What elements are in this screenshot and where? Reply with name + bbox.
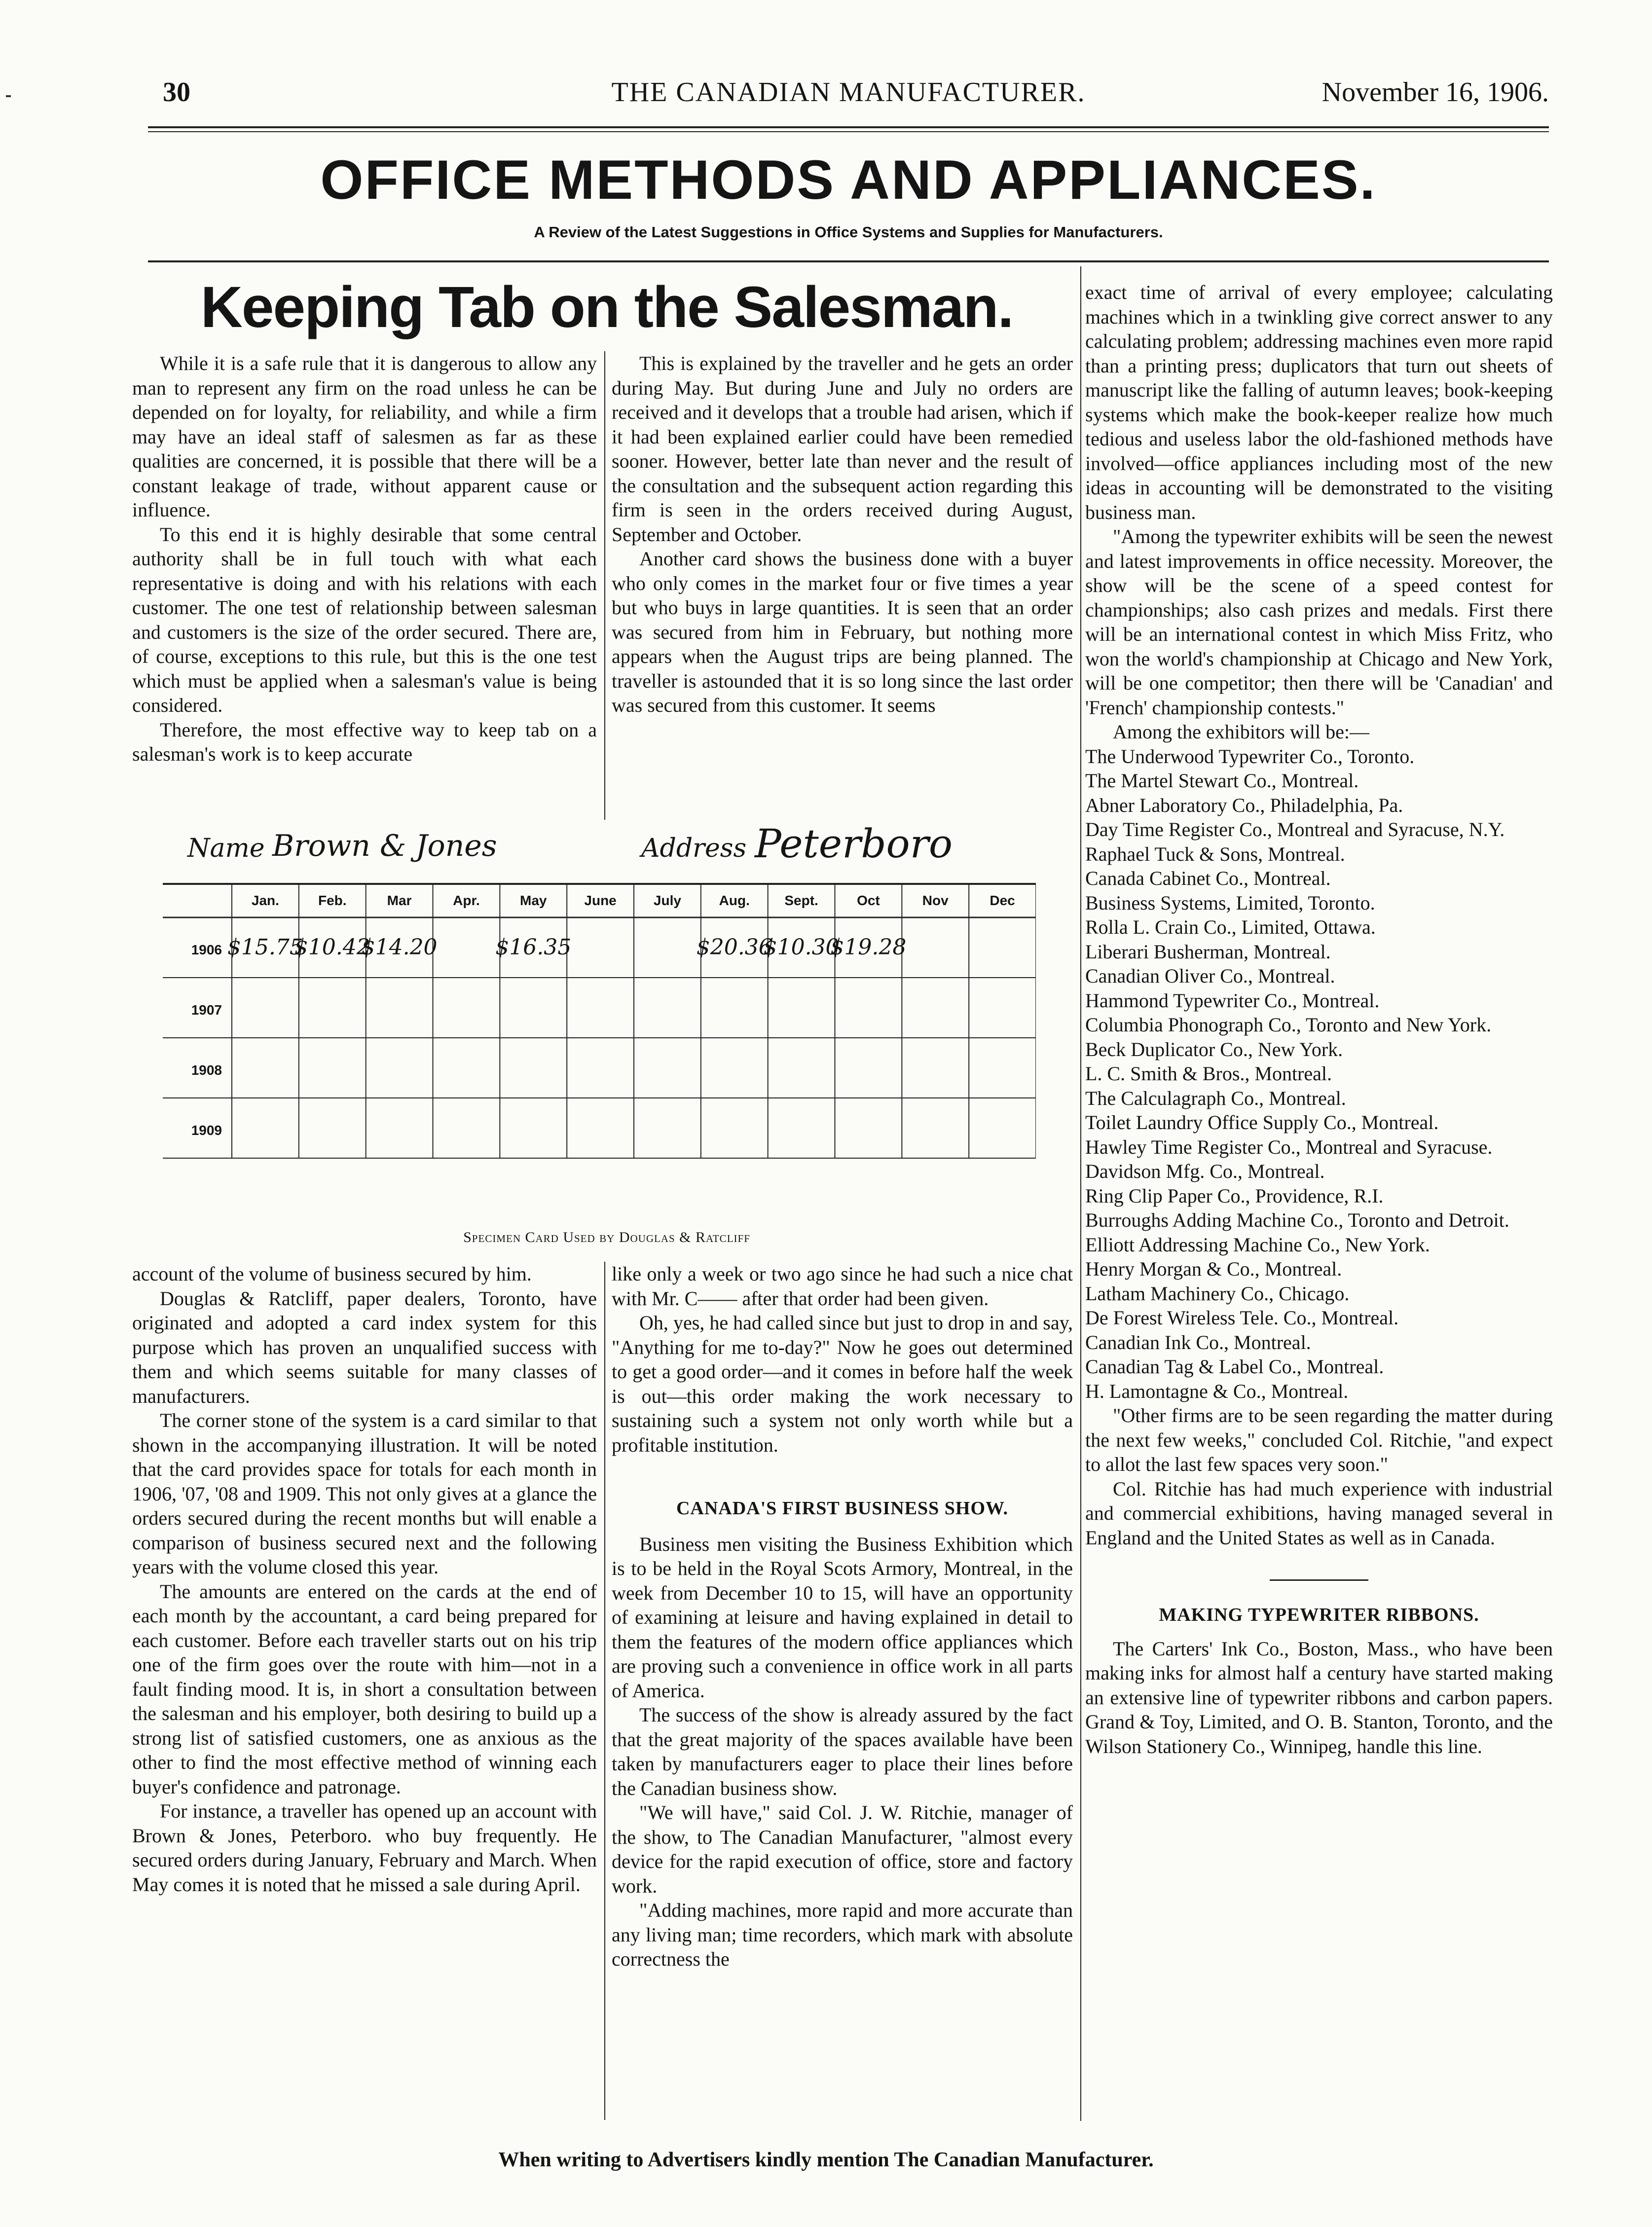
card-month-header: Oct — [857, 893, 880, 908]
paragraph: The corner stone of the system is a card similar to that shown in the accompanying illustration. It will be noted that the card provides space for totals for each month in 1906, '07, '08 and 1909. This not only gives at a glance the orders secured during the recent months but will enable a comparison of business secured next and the following years with the volume closed this year. — [132, 1409, 597, 1578]
card-year-label: 1906 — [191, 942, 222, 957]
card-amount: $14.20 — [361, 935, 438, 960]
paragraph: Douglas & Ratcliff, paper dealers, Toronto, have originated and adopted a card index system for this purpose which has proven an unqualified success with them and which seems suitable for many classes of manufacturers. — [132, 1287, 597, 1407]
exhibitor-item: Raphael Tuck & Sons, Montreal. — [1085, 842, 1345, 865]
paragraph: "Adding machines, more rapid and more accurate than any living man; time recorders, which mark with absolute correctness the — [612, 1899, 1073, 1970]
paragraph: This is explained by the traveller and he gets an order during May. But during June and July no orders are received and it develops that a trouble had arisen, which if it had been explained earlier could have been remedied sooner. However, better late than never and the result of the consultation and the subsequent action regarding this firm is seen in the orders received during August, September and October. — [612, 352, 1073, 546]
paragraph: exact time of arrival of every employee; calculating machines which in a twinkling give correct answer to any calculating problem; addressing machines even more rapid than a printing press; duplicators that turn out sheets of manuscript like the falling of autumn leaves; book-keeping systems which make the book-keeper realize how much tedious and useless labor the old-fashioned methods have involved—office appliances including most of the new ideas in accounting will be demonstrated to the visiting business man. — [1085, 281, 1553, 523]
section-rule — [148, 260, 1549, 262]
exhibitor-item: H. Lamontagne & Co., Montreal. — [1085, 1380, 1349, 1402]
exhibitor-item: Davidson Mfg. Co., Montreal. — [1085, 1160, 1325, 1182]
exhibitor-item: Columbia Phonograph Co., Toronto and New York. — [1085, 1014, 1492, 1036]
card-month-header: June — [584, 893, 617, 908]
section-subtitle: A Review of the Latest Suggestions in Office Systems and Supplies for Manufacturers. — [534, 223, 1163, 241]
article-column-1-bottom — [132, 1262, 597, 1897]
exhibitor-item: Canada Cabinet Co., Montreal. — [1085, 867, 1331, 889]
exhibitor-item: Hammond Typewriter Co., Montreal. — [1085, 989, 1380, 1012]
paragraph: The Carters' Ink Co., Boston, Mass., who have been making inks for almost half a century have started making an extensive line of typewriter ribbons and carbon papers. Grand & Toy, Limited, and O. B. Stanton, Toronto, and the Wilson Stationery Co., Winnipeg, handle this line. — [1085, 1637, 1553, 1757]
exhibitor-item: Abner Laboratory Co., Philadelphia, Pa. — [1085, 794, 1403, 816]
card-month-header: Feb. — [318, 893, 347, 908]
exhibitor-item: The Underwood Typewriter Co., Toronto. — [1085, 745, 1415, 767]
card-amount: $16.35 — [495, 935, 572, 960]
paragraph: The success of the show is already assured by the fact that the great majority of the spaces available have been taken by manufacturers eager to place their lines before the Canadian business show. — [612, 1704, 1073, 1799]
exhibitor-item: Canadian Oliver Co., Montreal. — [1085, 965, 1335, 987]
card-amount: $20.36 — [696, 935, 772, 960]
paragraph: Among the exhibitors will be:— — [1113, 721, 1369, 743]
column-rule-right — [1080, 266, 1081, 2121]
paragraph: "Among the typewriter exhibits will be seen the newest and latest improvements in office necessity. Moreover, the show will be the scene of a speed contest for championships; also cash prizes and medals. First there will be an international contest in which Miss Fritz, who won the world's championship at Chicago and New York, will be one competitor; then there will be 'Canadian' and 'French' championship contests." — [1085, 525, 1553, 719]
specimen-card — [163, 821, 1036, 1218]
card-month-header: Apr. — [453, 893, 480, 908]
exhibitor-item: Ring Clip Paper Co., Providence, R.I. — [1085, 1184, 1384, 1207]
card-amount: $15.75 — [227, 935, 303, 960]
ribbons-headline: MAKING TYPEWRITER RIBBONS. — [1159, 1605, 1479, 1625]
exhibitor-item: Hawley Time Register Co., Montreal and Syracuse. — [1085, 1135, 1493, 1158]
paragraph: "We will have," said Col. J. W. Ritchie, manager of the show, to The Canadian Manufacturer, "almost every device for the rapid execution of office, store and factory work. — [612, 1801, 1073, 1897]
exhibitor-item: Latham Machinery Co., Chicago. — [1085, 1282, 1350, 1305]
card-caption: Specimen Card Used by Douglas & Ratcliff — [463, 1229, 750, 1245]
exhibitor-list — [1085, 744, 1553, 1404]
article-headline: Keeping Tab on the Salesman. — [200, 275, 1013, 340]
paragraph: To this end it is highly desirable that some central authority shall be in full touch with what each representative is doing and with his relations with each customer. The one test of relationship between salesman and customers is the size of the order secured. There are, of course, exceptions to this rule, but this is the one test which must be applied when a salesman's value is being considered. — [132, 523, 597, 716]
card-name-label: Name — [187, 834, 265, 863]
card-month-header: Aug. — [719, 893, 750, 908]
paragraph: For instance, a traveller has opened up an account with Brown & Jones, Peterboro. who buy frequently. He secured orders during January, February and March. When May comes it is noted that he missed a sale during April. — [132, 1800, 597, 1896]
paragraph: "Other firms are to be seen regarding the matter during the next few weeks," concluded Col. Ritchie, "and expect to allot the last few spaces very soon." — [1085, 1404, 1553, 1475]
exhibitor-item: The Martel Stewart Co., Montreal. — [1085, 769, 1359, 792]
card-year-label: 1908 — [191, 1062, 222, 1078]
card-amount: $10.42 — [294, 935, 370, 960]
card-month-header: Sept. — [784, 893, 818, 908]
exhibitor-item: Rolla L. Crain Co., Limited, Ottawa. — [1085, 916, 1376, 938]
exhibitor-item: Henry Morgan & Co., Montreal. — [1085, 1258, 1342, 1280]
card-amount: $10.30 — [763, 935, 840, 960]
article-column-3 — [1085, 280, 1553, 1758]
paragraph: like only a week or two ago since he had such a nice chat with Mr. C—— after that order had been given. — [612, 1263, 1073, 1310]
card-address-label: Address — [641, 834, 747, 863]
card-address-value: Peterboro — [755, 821, 953, 867]
article-column-2-bottom — [612, 1262, 1073, 1971]
issue-date: November 16, 1906. — [1322, 77, 1549, 108]
card-year-label: 1909 — [191, 1123, 222, 1138]
column-rule-left — [604, 351, 605, 820]
card-month-header: Mar — [387, 893, 412, 908]
exhibitor-item: Business Systems, Limited, Toronto. — [1085, 891, 1375, 914]
card-month-header: Nov — [922, 893, 949, 908]
page-number: 30 — [163, 77, 190, 108]
paragraph: Oh, yes, he had called since but just to drop in and say, "Anything for me to-day?" Now he goes out determined to get a good order—and it comes in before half the week is out—this order making the work necessary to sustaining such a system not only worth while but a profitable institution. — [612, 1312, 1073, 1456]
paragraph: Business men visiting the Business Exhibition which is to be held in the Royal Scots Armory, Montreal, in the week from December 10 to 15, will have an opportunity of examining at leisure and having explained in detail to them the features of the modern office appliances which are proving such a convenience in office work in all parts of America. — [612, 1533, 1073, 1702]
exhibitor-item: The Calculagraph Co., Montreal. — [1085, 1087, 1346, 1109]
exhibitor-item: L. C. Smith & Bros., Montreal. — [1085, 1062, 1332, 1085]
card-month-header: Dec — [990, 893, 1015, 908]
article-column-1-top — [132, 351, 597, 767]
exhibitor-item: Canadian Ink Co., Montreal. — [1085, 1331, 1311, 1353]
card-name-value: Brown & Jones — [272, 829, 497, 863]
exhibitor-item: Day Time Register Co., Montreal and Syracuse, N.Y. — [1085, 818, 1505, 840]
header-rule-thin — [148, 131, 1549, 132]
column-rule-left-bottom — [604, 1262, 605, 2120]
exhibitor-item: Burroughs Adding Machine Co., Toronto and Detroit. — [1085, 1209, 1509, 1231]
business-show-headline: CANADA'S FIRST BUSINESS SHOW. — [676, 1498, 1009, 1519]
card-year-label: 1907 — [191, 1002, 222, 1018]
paragraph: Another card shows the business done with a buyer who only comes in the market four or five times a year but who buys in large quantities. It is seen that an order was secured from him in February, but nothing more appears when the August trips are being planned. The traveller is astounded that it is so long since the last order was secured from this customer. It seems — [612, 548, 1073, 716]
paragraph: Col. Ritchie has had much experience with industrial and commercial exhibitions, having managed several in England and the United States as well as in Canada. — [1085, 1477, 1553, 1549]
paragraph: The amounts are entered on the cards at the end of each month by the accountant, a card being prepared for each customer. Before each traveller starts out on his trip one of the firm goes over the route with him—not in a fault finding mood. It is, in short a consultation between the salesman and his employer, both desiring to build up a strong list of satisfied customers, one as anxious as the other to find the most effective method of winning each buyer's confidence and patronage. — [132, 1580, 597, 1798]
paragraph: While it is a safe rule that it is dangerous to allow any man to represent any firm on the road unless he can be depended on for loyalty, for reliability, and while a firm may have an ideal staff of salesmen as far as these qualities are concerned, it is possible that there will be a constant leakage of trade, without apparent cause or influence. — [132, 352, 597, 521]
card-amount: $19.28 — [830, 935, 907, 960]
exhibitor-item: Toilet Laundry Office Supply Co., Montreal. — [1085, 1111, 1439, 1133]
margin-mark — [6, 95, 11, 97]
card-month-header: May — [520, 893, 547, 908]
running-head — [148, 76, 1549, 111]
card-month-header: July — [653, 893, 681, 908]
exhibitor-item: Elliott Addressing Machine Co., New York. — [1085, 1233, 1430, 1256]
article-column-2-top — [612, 351, 1073, 718]
journal-title: THE CANADIAN MANUFACTURER. — [611, 77, 1086, 108]
card-grid — [163, 883, 1036, 1159]
exhibitor-item: Beck Duplicator Co., New York. — [1085, 1038, 1343, 1060]
exhibitor-item: De Forest Wireless Tele. Co., Montreal. — [1085, 1307, 1399, 1329]
section-title: OFFICE METHODS AND APPLIANCES. — [320, 149, 1377, 211]
paragraph: Therefore, the most effective way to keep tab on a salesman's work is to keep accurate — [132, 718, 597, 765]
exhibitor-item: Canadian Tag & Label Co., Montreal. — [1085, 1355, 1384, 1378]
paragraph: account of the volume of business secured by him. — [132, 1263, 532, 1285]
header-rule — [148, 126, 1549, 128]
exhibitor-item: Liberari Busherman, Montreal. — [1085, 940, 1331, 963]
footer-notice: When writing to Advertisers kindly mention The Canadian Manufacturer. — [498, 2149, 1154, 2171]
card-month-header: Jan. — [251, 893, 279, 908]
